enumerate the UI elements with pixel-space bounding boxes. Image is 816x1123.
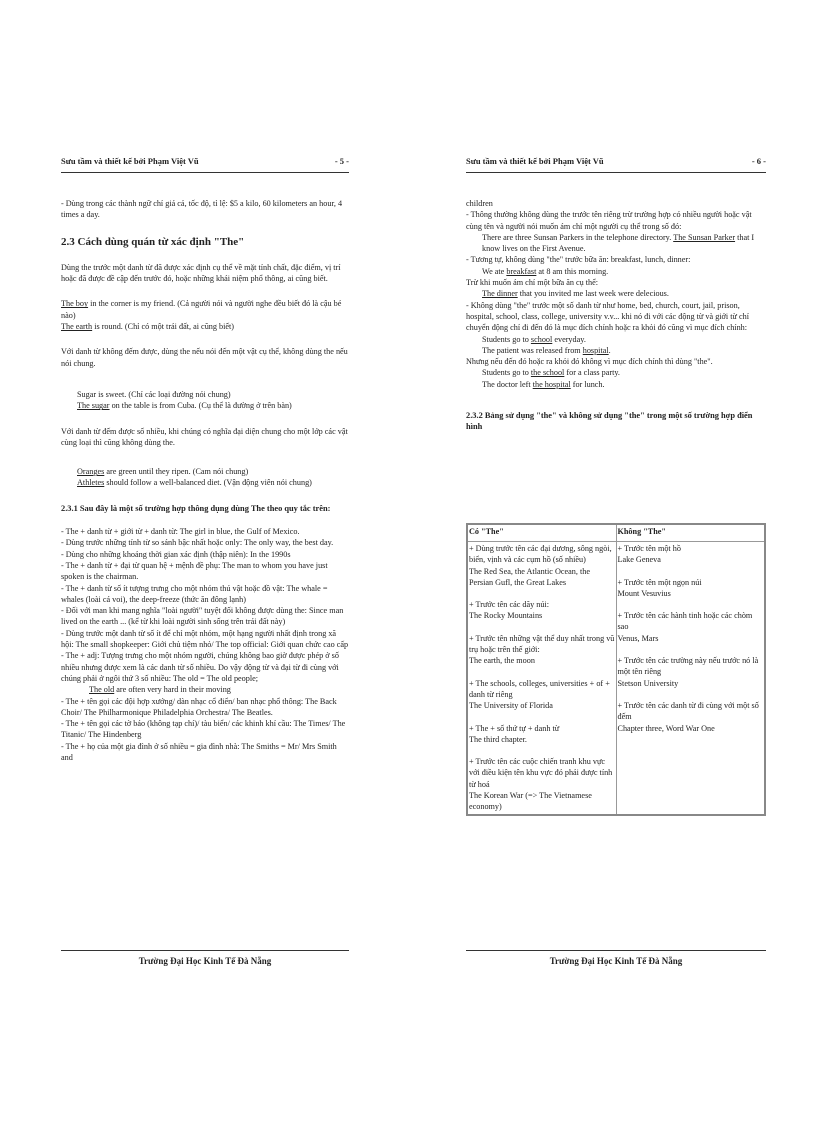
without-the-entry: + Trước tên các hành tinh hoặc các chòm sao Venus, Mars	[617, 611, 753, 643]
left-header-page-number: - 5 -	[334, 156, 349, 166]
right-header-page-number: - 6 -	[751, 156, 766, 166]
section-heading-2-3: 2.3 Cách dùng quán từ xác định "The"	[61, 235, 245, 248]
example-line: The dinner that you invited me last week were delecious.	[482, 289, 669, 299]
rule-item: - Dùng cho những khoảng thời gian xác định (thập niên): In the 1990s	[61, 549, 291, 559]
rule-item: - The + tên gọi các tờ báo (không tạp chí)/ tàu biển/ các khinh khí cầu: The Times/ The Titanic/ The Hindenberg	[61, 719, 346, 740]
the-usage-table	[466, 523, 766, 816]
rule-item: - The + danh từ + đại từ quan hệ + mệnh đề phụ: The man to whom you have just spoken is the chairman.	[61, 560, 328, 582]
example-line: The patient was released from hospital.	[482, 345, 611, 355]
paragraph: - Thông thường không dùng the trước tên riêng trừ trường hợp có nhiều người hoặc vật cùng tên và người nói muốn ám chỉ một người cụ thể trong số đó:	[466, 210, 752, 231]
paragraph: - Dùng trong các thành ngữ chỉ giá cả, tốc độ, tỉ lệ: $5 a kilo, 60 kilometers an hour, 4 times a day.	[61, 199, 343, 220]
left-footer-divider	[61, 950, 349, 951]
rule-item: - The + adj: Tượng trưng cho một nhóm người, chúng không bao giờ được phép ở số nhiều nhưng được xem là các danh từ số nhiều. Do vậy động từ và đại từ đi cùng với chúng phải ở ngôi thứ 3 số nhiều: The old = The old people;	[61, 651, 339, 683]
without-the-entry: + Trước tên các danh từ đi cùng với một số đếm Chapter three, Word War One	[617, 700, 759, 733]
example-line: The doctor left the hospital for lunch.	[482, 379, 605, 389]
paragraph: Trừ khi muốn ám chỉ một bữa ăn cụ thể:	[466, 278, 599, 288]
without-the-column	[616, 542, 765, 815]
paragraph: - Không dùng "the" trước một số danh từ như home, bed, church, court, jail, prison, hospital, school, class, college, university v.v... khi nó đi với các động từ và giới từ chỉ chuyển động chỉ đi đến đó là mục đích chính hoặc ra khỏi đó cũng vì mục đích chính:	[466, 300, 749, 333]
example-line: Sugar is sweet. (Chỉ các loại đường nói chung)	[77, 389, 231, 399]
right-footer: Trường Đại Học Kinh Tế Đà Nẵng	[549, 956, 683, 966]
rule-item: - Dùng trước một danh từ số ít để chỉ một nhóm, một hạng người nhất định trong xã hội: The small shopkeeper: Giới chủ tiệm nhỏ/ The top official: Giới quan chức cao cấp	[61, 628, 349, 650]
example-line: The old are often very hard in their moving	[89, 685, 231, 695]
paragraph: Dùng the trước một danh từ đã được xác định cụ thể về mặt tính chất, đặc điểm, vị trí hoặc đã được đề cập đến trước đó, hoặc những khái niệm phổ thông, ai cũng biết.	[61, 262, 341, 284]
with-the-entry: + The + số thứ tự + danh từ The third chapter.	[469, 723, 560, 744]
table-header-without-the: Không "The"	[616, 524, 765, 542]
left-header-author: Sưu tầm và thiết kế bởi Phạm Việt Vũ	[61, 156, 199, 166]
rule-item: - Đối với man khi mang nghĩa "loài người" tuyệt đối không được dùng the: Since man lived on the earth ... (kể từ khi loài người sinh sống trên trái đất này)	[61, 606, 344, 627]
left-page-header	[61, 156, 349, 173]
right-footer-divider	[466, 950, 766, 951]
without-the-entry: + Trước tên một hồ Lake Geneva	[617, 544, 681, 565]
example-line: The boy in the corner is my friend. (Cả người nói và người nghe đều biết đó là cậu bé nào)	[61, 299, 342, 320]
right-header-author: Sưu tầm và thiết kế bởi Phạm Việt Vũ	[466, 156, 604, 166]
example-line: The earth is round. (Chỉ có một trái đất, ai cũng biết)	[61, 322, 235, 332]
example-line: There are three Sunsan Parkers in the telephone directory. The Sunsan Parker that I know lives on the First Avenue.	[482, 232, 755, 254]
with-the-entry: + Trước tên những vật thể duy nhất trong vũ trụ hoặc trên thế giới: The earth, the moon	[469, 633, 615, 666]
rule-item: - The + tên gọi các đội hợp xướng/ dàn nhạc cổ điển/ ban nhạc phổ thông: The Back Choir/ The Philharmonique Philadelphia Orchestra/ The Beatles.	[61, 696, 337, 717]
rule-item: - The + họ của một gia đình ở số nhiều = gia đình nhà: The Smiths = Mr/ Mrs Smith and	[61, 741, 337, 762]
with-the-entry: + Dùng trước tên các đại dương, sông ngòi, biển, vịnh và các cụm hồ (số nhiều) The Red Sea, the Atlantic Ocean, the Persian Gufl, the Great Lakes	[469, 544, 612, 587]
left-footer: Trường Đại Học Kinh Tế Đà Nẵng	[138, 956, 272, 966]
paragraph: - Tương tự, không dùng "the" trước bữa ăn: breakfast, lunch, dinner:	[466, 255, 691, 265]
left-page-body	[61, 198, 349, 763]
example-line: Oranges are green until they ripen. (Cam nói chung)	[77, 467, 249, 477]
with-the-entry: + The schools, colleges, universities + of + danh từ riêng The University of Florida	[469, 678, 610, 711]
with-the-entry: + Trước tên các cuộc chiến tranh khu vực với điều kiện tên khu vực đó phải được tính từ hoá The Korean War (=> The Vietnamese economy)	[469, 757, 613, 812]
table-header-with-the: Có "The"	[467, 524, 616, 542]
paragraph: Với danh từ không đếm được, dùng the nếu nói đến một vật cụ thể, không dùng the nếu nói chung.	[61, 347, 348, 368]
rule-item: - The + danh từ số ít tượng trưng cho một nhóm thú vật hoặc đồ vật: The whale = whales (loài cá voi), the deep-freeze (thức ăn đông lạnh)	[61, 583, 328, 604]
without-the-entry: + Trước tên các trường này nếu trước nó là một tên riêng Stetson University	[617, 656, 759, 688]
table-row	[467, 542, 765, 815]
paragraph: Với danh từ đếm được số nhiều, khi chúng có nghĩa đại diện chung cho một lớp các vật cùng loại thì cũng không dùng the.	[61, 426, 348, 447]
table-header-row	[467, 524, 765, 542]
rule-item: - The + danh từ + giới từ + danh từ: The girl in blue, the Gulf of Mexico.	[61, 527, 300, 537]
without-the-entry: + Trước tên một ngọn núi Mount Vesuvius	[617, 577, 702, 598]
rule-item: - Dùng trước những tính từ so sánh bậc nhất hoặc only: The only way, the best day.	[61, 538, 334, 548]
example-line: The sugar on the table is from Cuba. (Cụ thể là đường ở trên bàn)	[77, 401, 292, 411]
section-heading-2-3-1: 2.3.1 Sau đây là một số trường hợp thông dụng dùng The theo quy tắc trên:	[61, 503, 331, 513]
example-line: We ate breakfast at 8 am this morning.	[482, 266, 609, 276]
example-line: Students go to the school for a class party.	[482, 368, 620, 378]
rules-list	[61, 526, 349, 763]
example-line: Athletes should follow a well-balanced diet. (Vận động viên nói chung)	[77, 478, 312, 488]
paragraph: children	[466, 199, 493, 208]
with-the-entry: + Trước tên các dãy núi: The Rocky Mountains	[469, 600, 550, 621]
example-line: Students go to school everyday.	[482, 334, 586, 344]
paragraph: Nhưng nếu đến đó hoặc ra khỏi đó không vì mục đích chính thì dùng "the".	[466, 357, 713, 367]
with-the-column	[467, 542, 616, 815]
right-page-header	[466, 156, 766, 173]
right-page-body	[466, 198, 766, 433]
section-heading-2-3-2: 2.3.2 Bảng sử dụng "the" và không sử dụng "the" trong một số trường hợp điển hình	[466, 411, 753, 432]
